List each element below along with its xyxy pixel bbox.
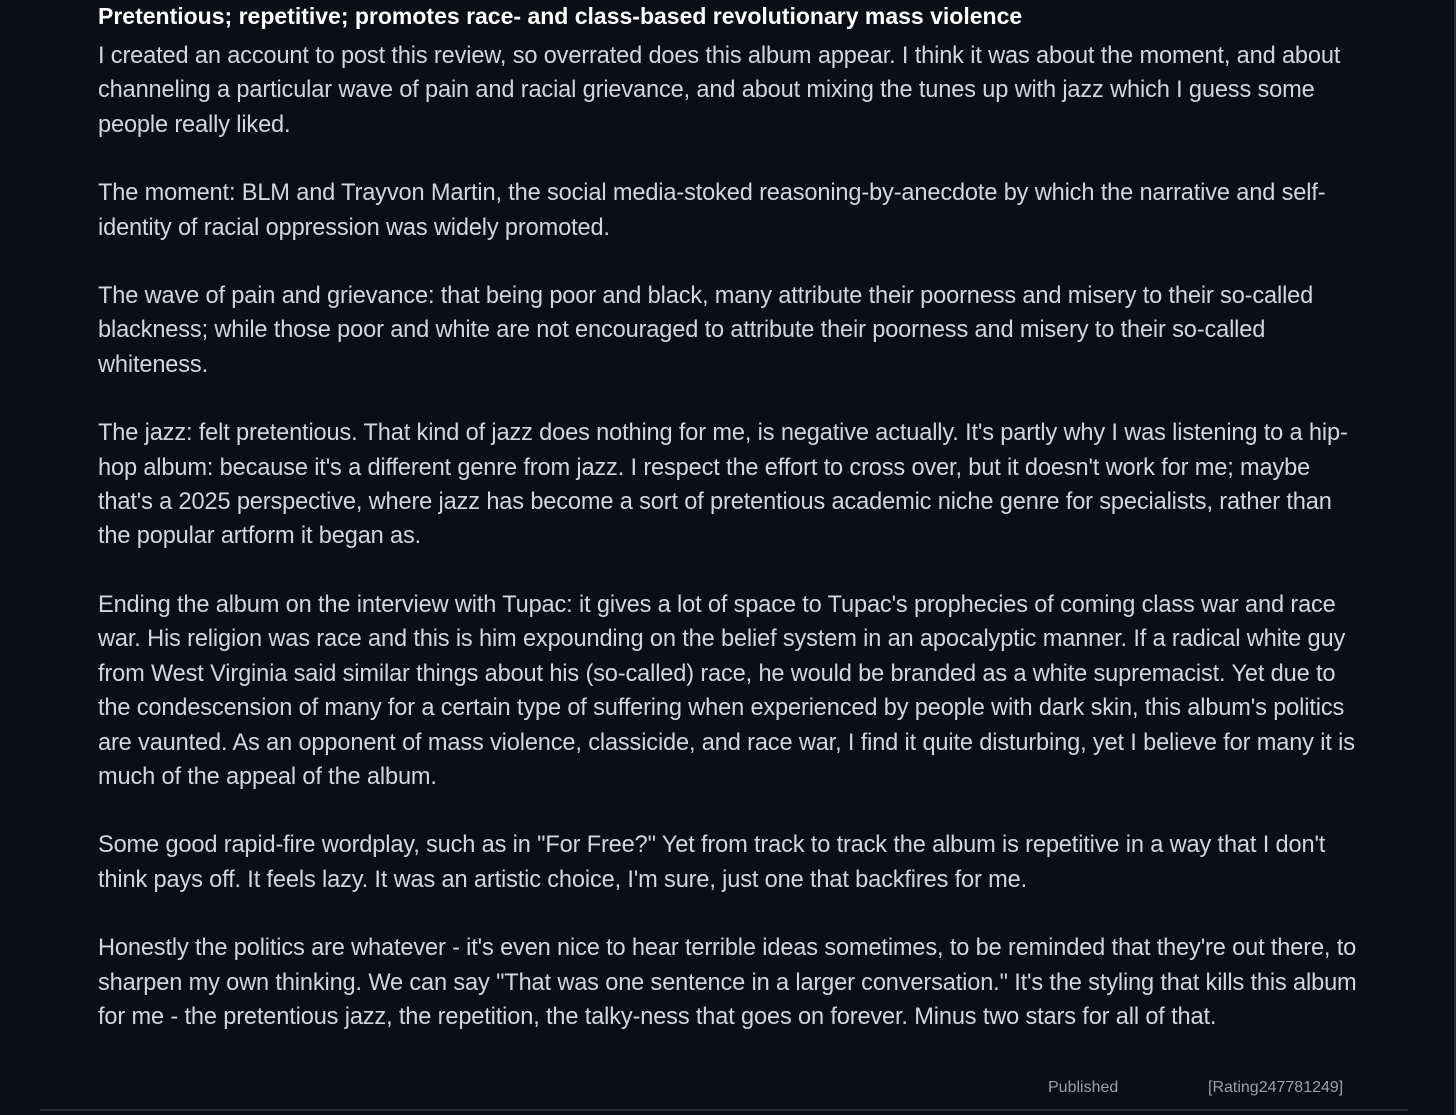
review-paragraph: The moment: BLM and Trayvon Martin, the social media-stoked reasoning-by-anecdote by which the narrative and self-identity of racial oppression was widely promoted. — [98, 180, 1326, 241]
review-paragraph: I created an account to post this review, so overrated does this album appear. I think it was about the moment, and about channeling a particular wave of pain and racial grievance, and about mixing the tunes up with jazz which I guess some people really liked. — [98, 43, 1341, 138]
review-meta — [0, 1079, 1456, 1101]
review-title: Pretentious; repetitive; promotes race- and class-based revolutionary mass violence — [98, 3, 1023, 29]
rating-id: [Rating247781249] — [1208, 1079, 1344, 1096]
published-status: Published — [1048, 1079, 1119, 1096]
review-card — [98, 0, 1360, 1034]
review-paragraph: The wave of pain and grievance: that being poor and black, many attribute their poorness and misery to their so-called blackness; while those poor and white are not encouraged to attribute their poorness and misery to their so-called whiteness. — [98, 283, 1314, 378]
review-paragraph: Some good rapid-fire wordplay, such as in "For Free?" Yet from track to track the album is repetitive in a way that I don't think pays off. It feels lazy. It was an artistic choice, I'm sure, just one that backfires for me. — [98, 832, 1326, 893]
review-paragraph: The jazz: felt pretentious. That kind of jazz does nothing for me, is negative actually. It's partly why I was listening to a hip-hop album: because it's a different genre from jazz. I respect the effort to cross over, but it doesn't work for me; maybe that's a 2025 perspective, where jazz has become a sort of pretentious academic niche genre for specialists, rather than the popular artform it began as. — [98, 420, 1348, 550]
divider — [40, 1109, 1408, 1111]
review-paragraph: Honestly the politics are whatever - it's even nice to hear terrible ideas sometimes, to be reminded that they're out there, to sharpen my own thinking. We can say "That was one sentence in a larger conversation." It's the styling that kills this album for me - the pretentious jazz, the repetition, the talky-ness that goes on forever. Minus two stars for all of that. — [98, 935, 1357, 1030]
review-paragraph: Ending the album on the interview with Tupac: it gives a lot of space to Tupac's prophecies of coming class war and race war. His religion was race and this is him expounding on the belief system in an apocalyptic manner. If a radical white guy from West Virginia said similar things about his (so-called) race, he would be branded as a white supremacist. Yet due to the condescension of many for a certain type of suffering when experienced by people with dark skin, this album's politics are vaunted. As an opponent of mass violence, classicide, and race war, I find it quite disturbing, yet I believe for many it is much of the appeal of the album. — [98, 591, 1355, 790]
review-body — [98, 39, 1360, 1034]
